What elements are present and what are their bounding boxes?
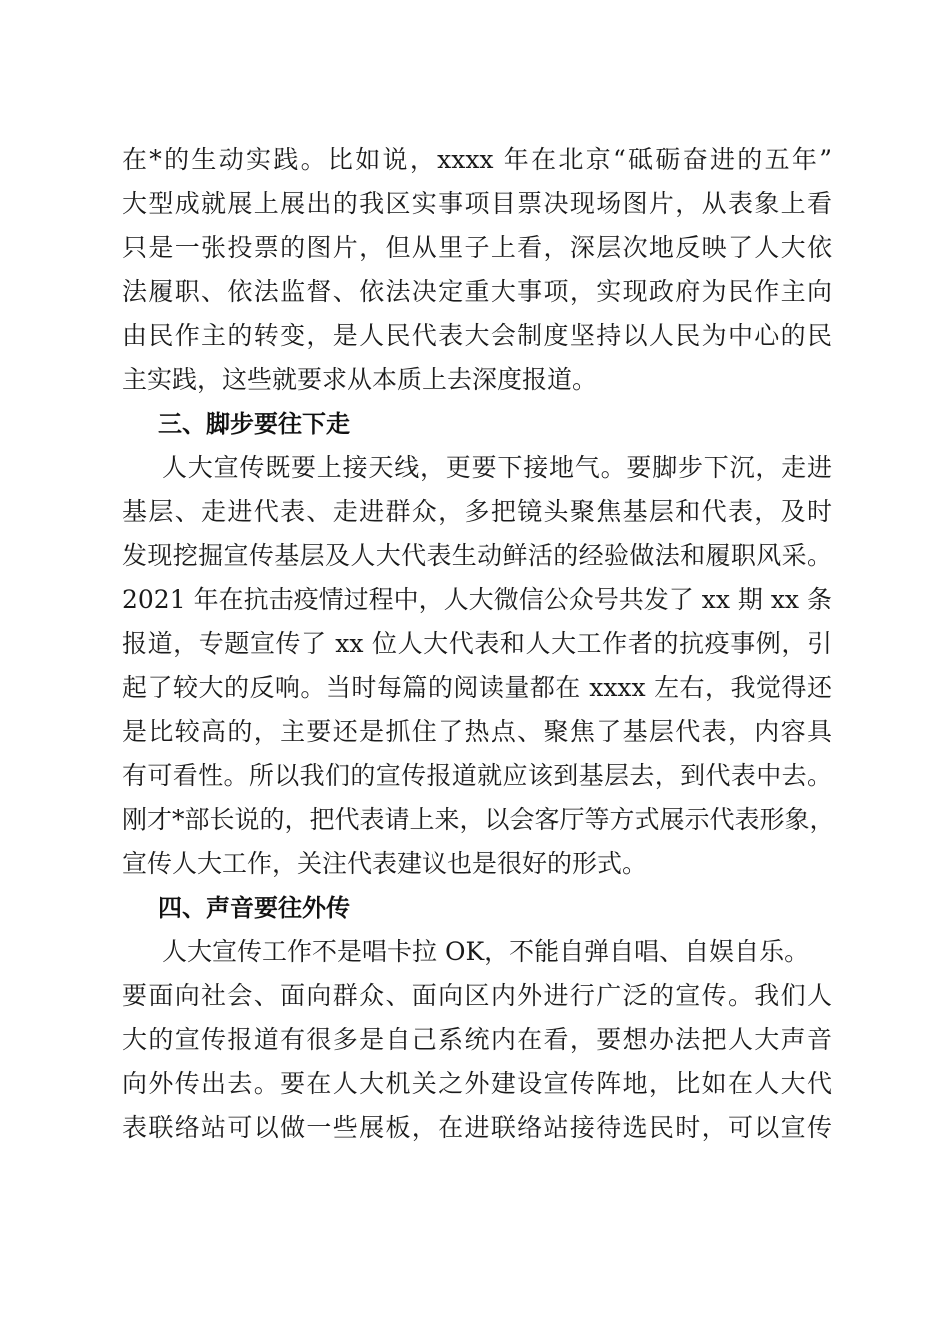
text-line: 只是一张投票的图片，但从里子上看，深层次地反映了人大依	[122, 233, 832, 262]
text-line: 由民作主的转变，是人民代表大会制度坚持以人民为中心的民	[122, 321, 832, 350]
text-line: 宣传人大工作，关注代表建议也是很好的形式。	[122, 849, 648, 878]
text-line: 2021 年在抗击疫情过程中，人大微信公众号共发了 xx 期 xx 条	[122, 585, 832, 614]
text-line: 有可看性。所以我们的宣传报道就应该到基层去，到代表中去。	[122, 761, 832, 790]
paragraph-section-3	[122, 446, 835, 886]
text-line: 表联络站可以做一些展板，在进联络站接待选民时，可以宣传	[122, 1113, 832, 1142]
document-body	[122, 138, 835, 1150]
text-line: 人大宣传工作不是唱卡拉 OK，不能自弹自唱、自娱自乐。	[162, 937, 810, 966]
text-line: 刚才*部长说的，把代表请上来，以会客厅等方式展示代表形象，	[122, 805, 835, 834]
text-line: 大的宣传报道有很多是自己系统内在看，要想办法把人大声音	[122, 1025, 832, 1054]
text-line: 报道，专题宣传了 xx 位人大代表和人大工作者的抗疫事例，引	[122, 629, 832, 658]
text-line: 向外传出去。要在人大机关之外建设宣传阵地，比如在人大代	[122, 1069, 832, 1098]
text-line: 主实践，这些就要求从本质上去深度报道。	[122, 365, 598, 394]
text-line: 人大宣传既要上接天线，更要下接地气。要脚步下沉，走进	[162, 453, 832, 482]
paragraph-section-4	[122, 930, 832, 1150]
text-line: 起了较大的反响。当时每篇的阅读量都在 xxxx 左右，我觉得还	[122, 673, 832, 702]
text-line: 要面向社会、面向群众、面向区内外进行广泛的宣传。我们人	[122, 981, 832, 1010]
text-line: 基层、走进代表、走进群众，多把镜头聚焦基层和代表，及时	[122, 497, 832, 526]
text-line: 法履职、依法监督、依法决定重大事项，实现政府为民作主向	[122, 277, 832, 306]
text-line: 在*的生动实践。比如说，xxxx 年在北京“砥砺奋进的五年”	[122, 145, 832, 174]
text-line: 大型成就展上展出的我区实事项目票决现场图片，从表象上看	[122, 189, 832, 218]
text-line: 发现挖掘宣传基层及人大代表生动鲜活的经验做法和履职风采。	[122, 541, 832, 570]
section-heading-4: 四、声音要往外传	[158, 894, 350, 922]
paragraph-continuation	[122, 138, 832, 402]
section-heading-3: 三、脚步要往下走	[158, 410, 350, 438]
text-line: 是比较高的，主要还是抓住了热点、聚焦了基层代表，内容具	[122, 717, 832, 746]
